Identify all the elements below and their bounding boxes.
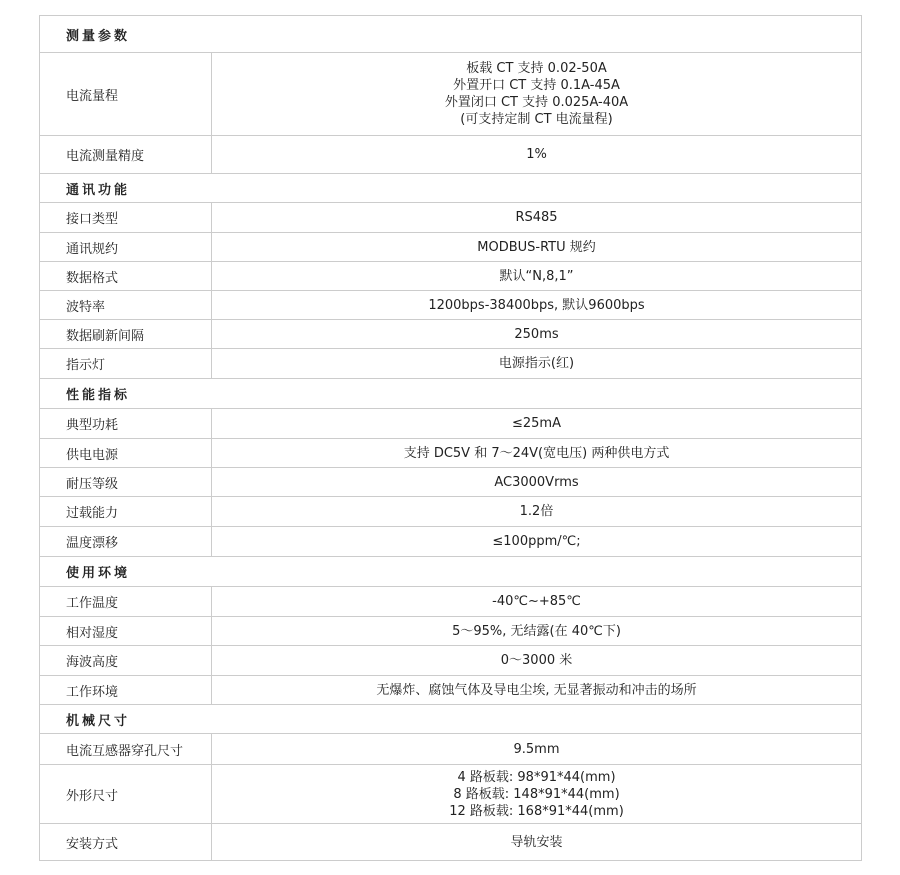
spec-table xyxy=(39,15,862,861)
row-value: -40℃~+85℃ xyxy=(212,587,862,617)
table-row xyxy=(40,824,862,861)
section-title: 机械尺寸 xyxy=(40,705,862,734)
section-header-measure xyxy=(40,16,862,53)
row-value: 导轨安装 xyxy=(212,824,862,861)
row-value: 支持 DC5V 和 7～24V(宽电压) 两种供电方式 xyxy=(212,439,862,468)
table-row xyxy=(40,349,862,379)
table-row xyxy=(40,765,862,824)
row-value: 250ms xyxy=(212,320,862,349)
row-value: 默认“N,8,1” xyxy=(212,262,862,291)
table-row xyxy=(40,203,862,233)
row-value: 1200bps-38400bps, 默认9600bps xyxy=(212,291,862,320)
section-title: 性能指标 xyxy=(40,379,862,409)
table-row xyxy=(40,527,862,557)
table-row xyxy=(40,468,862,497)
row-value xyxy=(212,765,862,824)
table-row xyxy=(40,409,862,439)
row-value: 电源指示(红) xyxy=(212,349,862,379)
row-label: 通讯规约 xyxy=(40,233,212,262)
row-label: 数据刷新间隔 xyxy=(40,320,212,349)
row-label: 过载能力 xyxy=(40,497,212,527)
row-value: MODBUS-RTU 规约 xyxy=(212,233,862,262)
row-label: 电流互感器穿孔尺寸 xyxy=(40,734,212,765)
table-row xyxy=(40,320,862,349)
value-line: 12 路板载: 168*91*44(mm) xyxy=(449,803,624,819)
table-row xyxy=(40,439,862,468)
table-row xyxy=(40,53,862,136)
row-value: 1% xyxy=(212,136,862,174)
section-header-perf xyxy=(40,379,862,409)
table-row xyxy=(40,497,862,527)
row-label: 工作温度 xyxy=(40,587,212,617)
row-value xyxy=(212,53,862,136)
section-title: 测量参数 xyxy=(40,16,862,53)
section-header-comm xyxy=(40,174,862,203)
value-line: 外置闭口 CT 支持 0.025A-40A xyxy=(444,95,629,110)
table-row xyxy=(40,136,862,174)
row-label: 电流测量精度 xyxy=(40,136,212,174)
row-value: ≤100ppm/℃; xyxy=(212,527,862,557)
row-value: ≤25mA xyxy=(212,409,862,439)
table-row xyxy=(40,617,862,646)
value-line: 4 路板载: 98*91*44(mm) xyxy=(457,769,616,785)
table-row xyxy=(40,734,862,765)
value-line: (可支持定制 CT 电流量程) xyxy=(460,112,613,127)
row-label: 温度漂移 xyxy=(40,527,212,557)
row-label: 安装方式 xyxy=(40,824,212,861)
table-row xyxy=(40,233,862,262)
row-label: 波特率 xyxy=(40,291,212,320)
value-line: 外置开口 CT 支持 0.1A-45A xyxy=(453,78,620,93)
table-row xyxy=(40,587,862,617)
row-label: 耐压等级 xyxy=(40,468,212,497)
section-header-env xyxy=(40,557,862,587)
section-header-mech xyxy=(40,705,862,734)
value-line: 板载 CT 支持 0.02-50A xyxy=(466,61,607,76)
row-label: 指示灯 xyxy=(40,349,212,379)
row-value: 5～95%, 无结露(在 40℃下) xyxy=(212,617,862,646)
row-label: 外形尺寸 xyxy=(40,765,212,824)
table-row xyxy=(40,262,862,291)
row-label: 工作环境 xyxy=(40,676,212,705)
row-label: 相对湿度 xyxy=(40,617,212,646)
row-value: 1.2倍 xyxy=(212,497,862,527)
value-line: 8 路板载: 148*91*44(mm) xyxy=(453,786,620,802)
row-value: 0～3000 米 xyxy=(212,646,862,676)
row-label: 典型功耗 xyxy=(40,409,212,439)
row-label: 海波高度 xyxy=(40,646,212,676)
table-row xyxy=(40,646,862,676)
section-title: 使用环境 xyxy=(40,557,862,587)
row-value: 无爆炸、腐蚀气体及导电尘埃, 无显著振动和冲击的场所 xyxy=(212,676,862,705)
section-title: 通讯功能 xyxy=(40,174,862,203)
row-label: 数据格式 xyxy=(40,262,212,291)
row-label: 接口类型 xyxy=(40,203,212,233)
row-value: 9.5mm xyxy=(212,734,862,765)
row-label: 电流量程 xyxy=(40,53,212,136)
table-row xyxy=(40,291,862,320)
row-value: AC3000Vrms xyxy=(212,468,862,497)
table-row xyxy=(40,676,862,705)
row-label: 供电电源 xyxy=(40,439,212,468)
row-value: RS485 xyxy=(212,203,862,233)
